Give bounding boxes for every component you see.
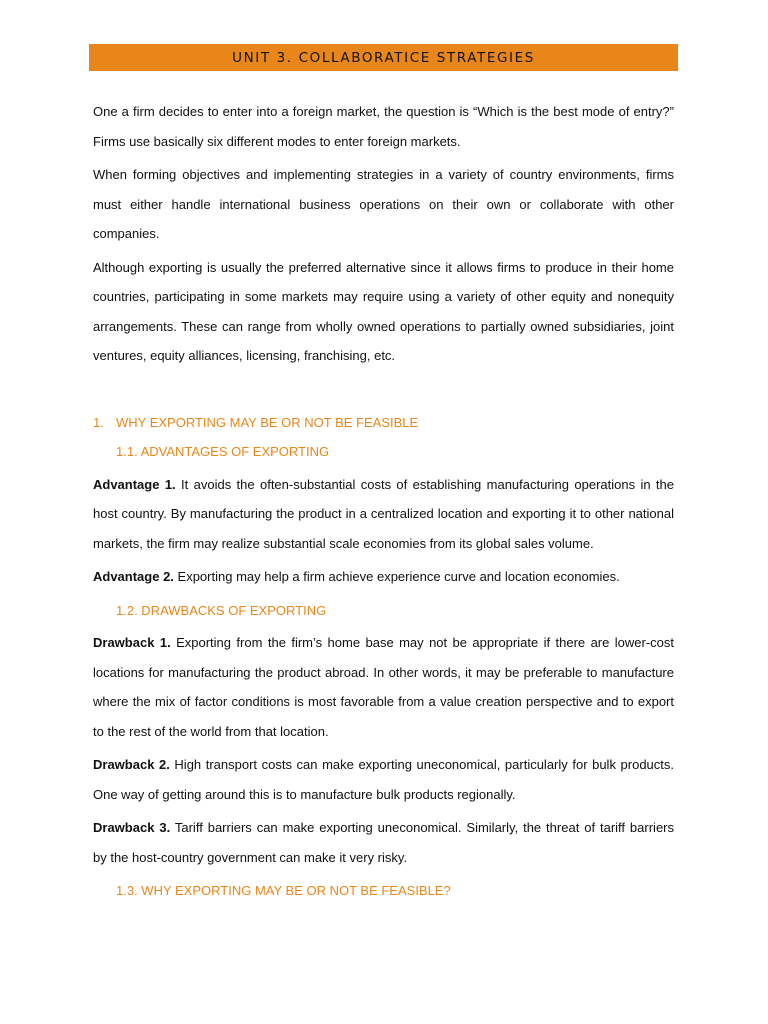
section-heading bbox=[93, 408, 674, 438]
advantage-label: Advantage 2. bbox=[93, 569, 174, 584]
intro-paragraph: When forming objectives and implementing strategies in a variety of country environments, firms must either handle international business operations on their own or collaborate with other companies. bbox=[93, 167, 674, 241]
drawback-label: Drawback 2. bbox=[93, 757, 170, 772]
document-body bbox=[93, 97, 674, 909]
title-banner bbox=[89, 44, 678, 71]
drawback-text: Exporting from the firm’s home base may not be appropriate if there are lower-cost locations for manufacturing the product abroad. In other words, it may be preferable to manufacture where the mix of factor conditions is most favorable from a value creation perspective and to export to the rest of the world from that location. bbox=[93, 635, 675, 739]
document-title: UNIT 3. COLLABORATICE STRATEGIES bbox=[232, 49, 535, 66]
drawback-text: Tariff barriers can make exporting uneconomical. Similarly, the threat of tariff barriers by the host-country government can make it very risky. bbox=[93, 820, 674, 865]
intro-paragraph: One a firm decides to enter into a foreign market, the question is “Which is the best mode of entry?” Firms use basically six different modes to enter foreign markets. bbox=[93, 104, 674, 149]
subsection-heading: 1.3. WHY EXPORTING MAY BE OR NOT BE FEASIBLE? bbox=[116, 883, 451, 898]
section-number: 1. bbox=[93, 414, 104, 430]
drawback-label: Drawback 1. bbox=[93, 635, 171, 650]
advantage-text: Exporting may help a firm achieve experience curve and location economies. bbox=[173, 569, 620, 584]
advantage-paragraph bbox=[93, 562, 674, 592]
advantage-text: It avoids the often-substantial costs of establishing manufacturing operations in the host country. By manufacturing the product in a centralized location and exporting it to other national markets, the firm may realize substantial scale economies from its global sales volume. bbox=[93, 476, 674, 551]
section-heading-text: WHY EXPORTING MAY BE OR NOT BE FEASIBLE bbox=[116, 414, 419, 430]
advantage-label: Advantage 1. bbox=[93, 476, 176, 492]
drawback-paragraph bbox=[93, 628, 674, 746]
subsection-heading: 1.1. ADVANTAGES OF EXPORTING bbox=[116, 444, 330, 459]
advantage-paragraph bbox=[93, 470, 674, 559]
drawback-paragraph bbox=[93, 750, 674, 809]
drawback-text: High transport costs can make exporting uneconomical, particularly for bulk products. One way of getting around this is to manufacture bulk products regionally. bbox=[93, 757, 674, 802]
subsection-heading: 1.2. DRAWBACKS OF EXPORTING bbox=[116, 602, 327, 618]
intro-paragraph: Although exporting is usually the preferred alternative since it allows firms to produce in their home countries, participating in some markets may require using a variety of other equity and nonequity arrangements. These can range from wholly owned operations to partially owned subsidiaries, joint ventures, equity alliances, licensing, franchising, etc. bbox=[93, 259, 674, 363]
drawback-label: Drawback 3. bbox=[93, 820, 171, 835]
drawback-paragraph bbox=[93, 813, 674, 872]
